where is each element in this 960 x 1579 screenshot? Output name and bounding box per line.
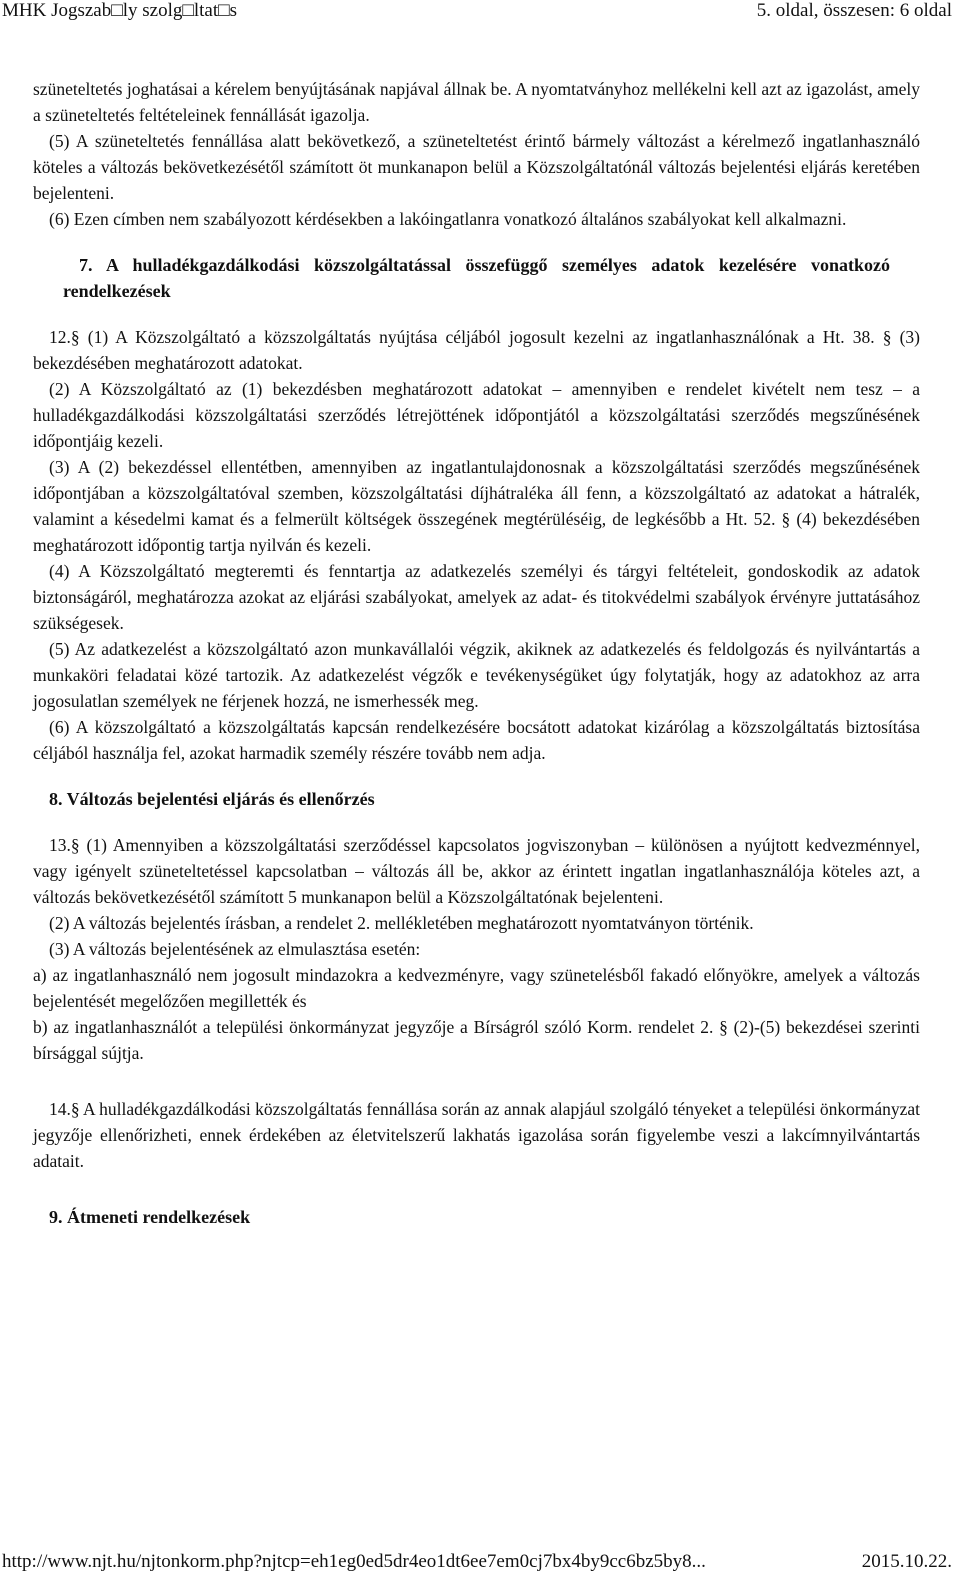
footer-url: http://www.njt.hu/njtonkorm.php?njtcp=eh1eg0ed5dr4eo1dt6ee7em0cj7bx4by9cc6bz5by8... [2,1551,706,1572]
section-title-9: 9. Átmeneti rendelkezések [49,1207,251,1227]
section-title-8: 8. Változás bejelentési eljárás és ellenőrzés [49,789,375,809]
page-counter: 5. oldal, összesen: 6 oldal [756,0,952,21]
page-header [0,0,960,24]
paragraph-13-2: (2) A változás bejelentés írásban, a rendelet 2. mellékletében meghatározott nyomtatványon történik. [49,913,754,933]
paragraph-12-5: (5) Az adatkezelést a közszolgáltató azon munkavállalói végzik, akiknek az adatkezelés és feldolgozás és nyilvántartás a munkaköri feladatai közé tartozik. Az adatkezelést végzők e tevékenységüket úgy folytatják, hogy az adatokhoz az arra jogosulatlan személyek ne férjenek hozzá, ne ismerhessék meg. [33,639,920,711]
paragraph-14: 14.§ A hulladékgazdálkodási közszolgáltatás fennállása során az annak alapjául szolgáló tényeket a települési önkormányzat jegyzője ellenőrizheti, ennek érdekében az életvitelszerű lakhatás igazolása során figyelembe veszi a lakcímnyilvántartás adatait. [33,1099,920,1171]
paragraph-12-3: (3) A (2) bekezdéssel ellentétben, amennyiben az ingatlantulajdonosnak a közszolgáltatási szerződés megszűnésének időpontjában a közszolgáltatóval szemben, közszolgáltatási díjhátraléka áll fenn, a közszolgáltató az adatokat a hátralék, valamint a késedelmi kamat és a felmerült költségek összegének megtérüléséig, de legkésőbb a Ht. 52. § (4) bekezdésében meghatározott időpontig tartja nyilván és kezeli. [33,457,920,555]
header-title: MHK Jogszab□ly szolg□ltat□s [2,0,237,21]
paragraph-13-3: (3) A változás bejelentésének az elmulasztása esetén: [49,939,421,959]
paragraph-continuation: szüneteltetés joghatásai a kérelem benyújtásának napjával állnak be. A nyomtatványhoz mellékelni kell azt az igazolást, amely a szüneteltetés feltételeinek fennállását igazolja. [33,79,920,125]
paragraph-12-1: 12.§ (1) A Közszolgáltató a közszolgáltatás nyújtása céljából jogosult kezelni az ingatlanhasználónak a Ht. 38. § (3) bekezdésében meghatározott adatokat. [33,327,920,373]
footer-date: 2015.10.22. [861,1551,952,1572]
paragraph-12-4: (4) A Közszolgáltató megteremti és fenntartja az adatkezelés személyi és tárgyi feltételeit, gondoskodik az adatok biztonságáról, meghatározza azokat az eljárási szabályokat, amelyek az adat- és titokvédelmi szabályok érvényre juttatásához szükségesek. [33,561,920,633]
paragraph-5: (5) A szüneteltetés fennállása alatt bekövetkező, a szüneteltetést érintő bármely változást a kérelmező ingatlanhasználó köteles a változás bekövetkezésétől számított öt munkanapon belül a Közszolgáltatónál változás bejelentési eljárás keretében bejelenteni. [33,131,920,203]
paragraph-13-3-b: b) az ingatlanhasználót a települési önkormányzat jegyzője a Bírságról szóló Korm. rendelet 2. § (2)-(5) bekezdései szerinti bírsággal sújtja. [33,1017,920,1063]
document-body [33,76,920,1230]
paragraph-12-2: (2) A Közszolgáltató az (1) bekezdésben meghatározott adatokat – amennyiben e rendelet kivételt nem tesz – a hulladékgazdálkodási közszolgáltatási szerződés létrejöttének időpontjától a közszolgáltatási szerződés megszűnésének időpontjáig kezeli. [33,379,920,451]
paragraph-13-3-a: a) az ingatlanhasználó nem jogosult mindazokra a kedvezményre, vagy szünetelésből fakadó előnyökre, amelyek a változás bejelentését megelőzően megillették és [33,965,920,1011]
paragraph-6: (6) Ezen címben nem szabályozott kérdésekben a lakóingatlanra vonatkozó általános szabályokat kell alkalmazni. [49,209,847,229]
section-title-7: 7. A hulladékgazdálkodási közszolgáltatással összefüggő személyes adatok kezelésére vonatkozó rendelkezések [63,255,890,301]
paragraph-13-1: 13.§ (1) Amennyiben a közszolgáltatási szerződéssel kapcsolatos jogviszonyban – különösen a nyújtott kedvezménnyel, vagy igényelt szüneteltetéssel kapcsolatban – változás áll be, akkor az érintett ingatlan ingatlanhasználója köteles azt, a változás bekövetkezésétől számított 5 munkanapon belül a Közszolgáltatónak bejelenteni. [33,835,920,907]
paragraph-12-6: (6) A közszolgáltató a közszolgáltatás kapcsán rendelkezésére bocsátott adatokat kizárólag a közszolgáltatás biztosítása céljából használja fel, azokat harmadik személy részére tovább nem adja. [33,717,920,763]
page-footer [0,1550,960,1576]
